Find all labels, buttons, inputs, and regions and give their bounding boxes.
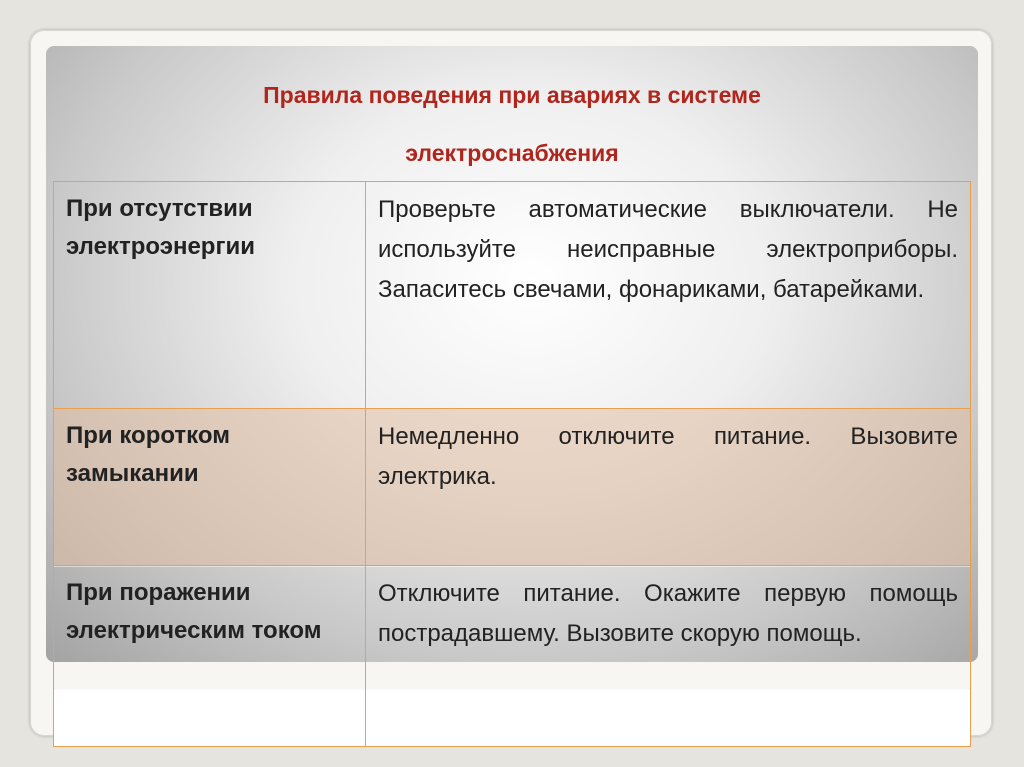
action-cell: Отключите питание. Окажите первую помощь пострадавшему. Вызовите скорую помощь. bbox=[366, 566, 971, 747]
action-cell: Проверьте автоматические выключатели. Не используйте неисправные электроприборы. Запаситесь свечами, фонариками, батарейками. bbox=[366, 182, 971, 409]
slide-title bbox=[46, 66, 978, 182]
slide-title-line-1: Правила поведения при авариях в системе bbox=[263, 82, 761, 108]
action-cell: Немедленно отключите питание. Вызовите электрика. bbox=[366, 409, 971, 566]
rules-table bbox=[53, 181, 971, 747]
table-row bbox=[54, 566, 971, 747]
situation-cell: При отсутствии электроэнергии bbox=[54, 182, 366, 409]
table-row bbox=[54, 182, 971, 409]
table-row bbox=[54, 409, 971, 566]
situation-cell: При коротком замыкании bbox=[54, 409, 366, 566]
slide-title-line-2: электроснабжения bbox=[405, 140, 619, 166]
situation-cell: При поражении электрическим током bbox=[54, 566, 366, 747]
